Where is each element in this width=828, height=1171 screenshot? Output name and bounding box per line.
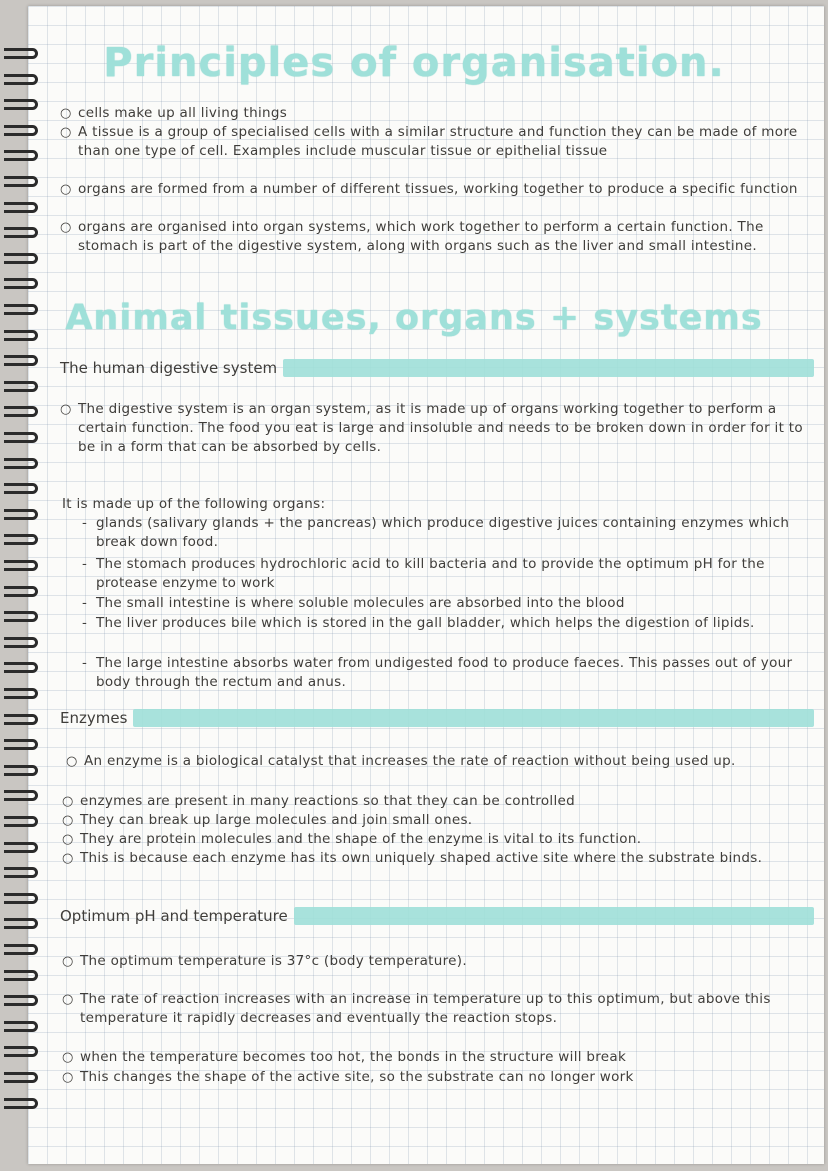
list-item-text: cells make up all living things: [78, 105, 288, 121]
spiral-coil: [4, 842, 38, 853]
list-item-text: A tissue is a group of specialised cells with a similar structure and function they can be made of more than one type of cell. Examples include muscular tissue or epithelial tissue: [78, 124, 798, 159]
list-item: [62, 1068, 815, 1087]
heading-text: The human digestive system: [60, 359, 278, 377]
bullet-icon: ○: [60, 106, 72, 121]
spiral-coil: [4, 227, 38, 238]
spiral-coil: [4, 790, 38, 801]
list-item: [62, 849, 815, 868]
bullet-icon: ○: [62, 851, 74, 866]
spiral-coil: [4, 1021, 38, 1032]
spiral-coil: [4, 586, 38, 597]
paragraph: [60, 400, 813, 457]
list-item-text: organs are formed from a number of different tissues, working together to produce a specific function: [78, 181, 798, 197]
page-title: Principles of organisation.: [103, 40, 725, 86]
dash-icon: -: [82, 615, 88, 631]
bullet-icon: ○: [66, 754, 78, 769]
bullet-icon: ○: [62, 992, 74, 1007]
list-item-text: The liver produces bile which is stored in the gall bladder, which helps the digestion of lipids.: [96, 615, 755, 631]
spiral-coil: [4, 995, 38, 1006]
highlighter-bar: [294, 907, 814, 925]
spiral-coil: [4, 739, 38, 750]
list-lead: It is made up of the following organs:: [62, 496, 326, 512]
spiral-coil: [4, 560, 38, 571]
spiral-coil: [4, 816, 38, 827]
spiral-coil: [4, 867, 38, 878]
list-item-text: when the temperature becomes too hot, the bonds in the structure will break: [80, 1049, 627, 1065]
list-item-text: The large intestine absorbs water from undigested food to produce faeces. This passes out of your body through the rectum and anus.: [96, 655, 793, 690]
list-item: [82, 594, 811, 613]
list-item: [62, 952, 815, 971]
section-title: Animal tissues, organs + systems: [65, 298, 763, 338]
section-heading-digestive: [60, 358, 814, 378]
dash-icon: -: [82, 595, 88, 611]
spiral-coil: [4, 918, 38, 929]
dash-icon: -: [82, 655, 88, 671]
section-heading-optimum: [60, 906, 814, 926]
spiral-coil: [4, 1072, 38, 1083]
bullet-icon: ○: [62, 813, 74, 828]
spiral-coil: [4, 253, 38, 264]
list-item-text: An enzyme is a biological catalyst that increases the rate of reaction without being used up.: [84, 753, 736, 769]
spiral-coil: [4, 150, 38, 161]
spiral-coil: [4, 970, 38, 981]
spiral-coil: [4, 176, 38, 187]
spiral-coil: [4, 278, 38, 289]
bullet-icon: ○: [62, 832, 74, 847]
bullet-icon: ○: [60, 182, 72, 197]
list-item: [82, 614, 811, 633]
spiral-coil: [4, 406, 38, 417]
spiral-coil: [4, 611, 38, 622]
list-item-text: The stomach produces hydrochloric acid to kill bacteria and to provide the optimum pH for the protease enzyme to work: [96, 556, 765, 591]
spiral-coil: [4, 99, 38, 110]
spiral-coil: [4, 688, 38, 699]
spiral-coil: [4, 893, 38, 904]
list-item: [82, 514, 811, 552]
list-item: [62, 792, 815, 811]
list-item: [66, 752, 812, 771]
list-item: [82, 555, 811, 593]
bullet-icon: ○: [62, 1070, 74, 1085]
list-item-text: They are protein molecules and the shape of the enzyme is vital to its function.: [80, 831, 642, 847]
highlighter-bar: [133, 709, 814, 727]
list-item: [60, 104, 813, 123]
list-item: [62, 830, 815, 849]
list-item-text: The optimum temperature is 37°c (body temperature).: [80, 953, 467, 969]
spiral-coil: [4, 355, 38, 366]
bullet-icon: ○: [60, 125, 72, 140]
list-item: [62, 1048, 815, 1067]
paragraph-text: The digestive system is an organ system, as it is made up of organs working together to perform a certain function. The food you eat is large and insoluble and needs to be broken down in order for it to be in a form that can be absorbed by cells.: [78, 401, 803, 455]
list-item: [60, 123, 813, 161]
list-item-text: glands (salivary glands + the pancreas) which produce digestive juices containing enzymes which break down food.: [96, 515, 790, 550]
list-item-text: This is because each enzyme has its own uniquely shaped active site where the substrate binds.: [80, 850, 763, 866]
list-item: [62, 990, 815, 1028]
spiral-binding: [0, 0, 40, 1171]
spiral-coil: [4, 202, 38, 213]
heading-text: Enzymes: [60, 709, 128, 727]
dash-icon: -: [82, 515, 88, 531]
bullet-icon: ○: [62, 1050, 74, 1065]
list-item-text: They can break up large molecules and join small ones.: [80, 812, 473, 828]
spiral-coil: [4, 125, 38, 136]
spiral-coil: [4, 944, 38, 955]
spiral-coil: [4, 765, 38, 776]
heading-text: Optimum pH and temperature: [60, 907, 288, 925]
spiral-coil: [4, 381, 38, 392]
list-item: [60, 218, 813, 256]
spiral-coil: [4, 483, 38, 494]
spiral-coil: [4, 1046, 38, 1057]
list-item-text: This changes the shape of the active site, so the substrate can no longer work: [80, 1069, 634, 1085]
list-item-text: The rate of reaction increases with an increase in temperature up to this optimum, but above this temperature it rapidly decreases and eventually the reaction stops.: [80, 991, 771, 1026]
bullet-icon: ○: [62, 794, 74, 809]
spiral-coil: [4, 1098, 38, 1109]
spiral-coil: [4, 662, 38, 673]
bullet-icon: ○: [62, 954, 74, 969]
dash-icon: -: [82, 556, 88, 572]
list-item-text: enzymes are present in many reactions so that they can be controlled: [80, 793, 576, 809]
spiral-coil: [4, 534, 38, 545]
highlighter-bar: [283, 359, 814, 377]
spiral-coil: [4, 637, 38, 648]
list-item: [82, 654, 811, 692]
spiral-coil: [4, 432, 38, 443]
section-heading-enzymes: [60, 708, 814, 728]
bullet-icon: ○: [60, 220, 72, 235]
spiral-coil: [4, 509, 38, 520]
spiral-coil: [4, 458, 38, 469]
list-item-text: The small intestine is where soluble molecules are absorbed into the blood: [96, 595, 625, 611]
list-item-text: organs are organised into organ systems, which work together to perform a certain function. The stomach is part of the digestive system, along with organs such as the liver and small intestine.: [78, 219, 764, 254]
list-item: [60, 180, 813, 199]
bullet-icon: ○: [60, 402, 72, 417]
list-item: [62, 811, 815, 830]
spiral-coil: [4, 714, 38, 725]
